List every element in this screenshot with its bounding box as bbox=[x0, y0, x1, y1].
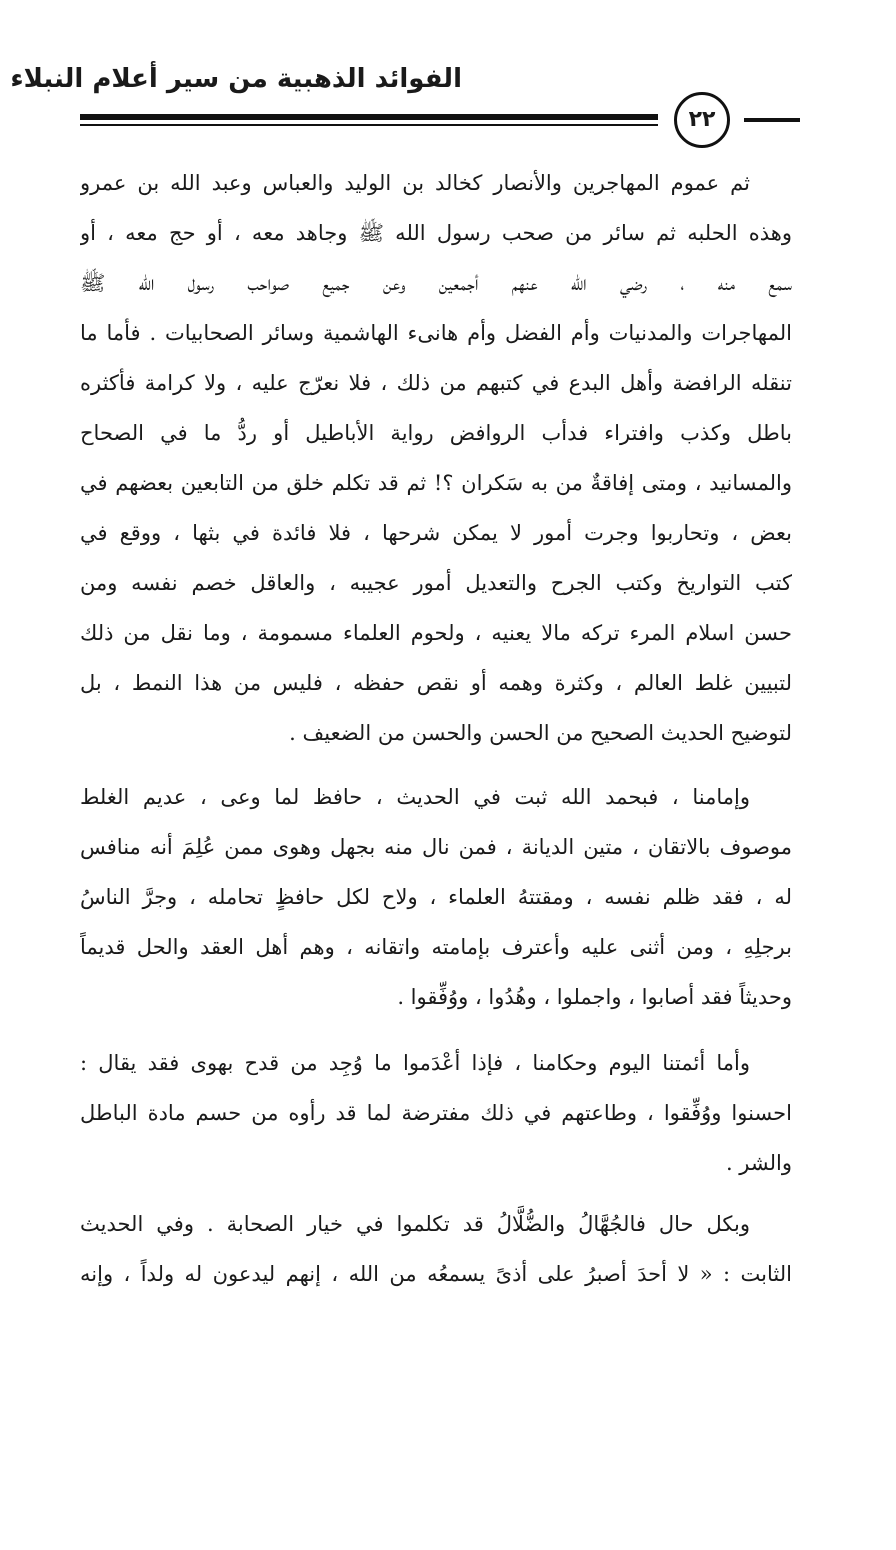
text-line: باطل وكذب وافتراء فدأب الروافض رواية الأباطيل أو ردُّ ما في الصحاح bbox=[80, 421, 792, 445]
text-line: وأما أئمتنا اليوم وحكامنا ، فإذا أعْدَموا ما وُجِد من قدح بهوى فقد يقال : bbox=[80, 1051, 750, 1075]
text-line: وهذه الحلبه ثم سائر من صحب رسول الله ﷺ وجاهد معه ، أو حج معه ، أو bbox=[80, 221, 792, 245]
text-line: وبكل حال فالجُهَّالُ والضُّلَّالُ قد تكلموا في خيار الصحابة . وفي الحديث bbox=[80, 1212, 751, 1236]
text-line: تنقله الرافضة وأهل البدع في كتبهم من ذلك ، فلا نعرّج عليه ، ولا كرامة فأكثره bbox=[80, 371, 792, 395]
paragraph-4 bbox=[80, 1199, 792, 1299]
text-line: لتبيين غلط العالم ، وكثرة وهمه أو نقص حفظه ، فليس من هذا النمط ، بل bbox=[80, 671, 792, 695]
page-number: ٢٢ bbox=[674, 92, 730, 148]
text-line: وحديثاً فقد أصابوا ، واجملوا ، وهُدُوا ، ووُفِّقوا . bbox=[397, 985, 792, 1009]
text-line: له ، فقد ظلم نفسه ، ومقتتهُ العلماء ، ولاح لكل حافظٍ تحامله ، وجرَّ الناسُ bbox=[80, 885, 792, 909]
text-line: وإمامنا ، فبحمد الله ثبت في الحديث ، حافظ لما وعى ، عديم الغلط bbox=[80, 785, 750, 809]
text-line: الثابت : « لا أحدَ أصبرُ على أذىً يسمعُه من الله ، إنهم ليدعون له ولداً ، وإنه bbox=[80, 1262, 792, 1286]
text-line: لتوضيح الحديث الصحيح من الحسن والحسن من الضعيف . bbox=[289, 721, 792, 745]
text-line: سمع منه ، رضي الله عنهم أجمعين وعن جميع صواحب رسول الله ﷺ bbox=[80, 271, 792, 295]
text-line: حسن اسلام المرء تركه مالا يعنيه ، ولحوم العلماء مسمومة ، وما نقل من ذلك bbox=[80, 621, 792, 645]
text-line: برجلِهِ ، ومن أثنى عليه وأعترف بإمامته واتقانه ، وهم أهل العقد والحل قديماً bbox=[80, 935, 792, 959]
page-header bbox=[10, 62, 800, 152]
text-line: والمسانيد ، ومتى إفاقةٌ من به سَكران ؟! ثم قد تكلم خلق من التابعين بعضهم في bbox=[80, 471, 792, 495]
text-line: موصوف بالاتقان ، متين الديانة ، فمن نال منه بجهل وهوى ممن عُلِمَ أنه منافس bbox=[80, 835, 792, 859]
header-rule-right bbox=[744, 118, 800, 122]
paragraph-3 bbox=[80, 1038, 792, 1188]
book-title: الفوائد الذهبية من سير أعلام النبلاء bbox=[10, 64, 462, 94]
text-line: ثم عموم المهاجرين والأنصار كخالد بن الوليد والعباس وعبد الله بن عمرو bbox=[80, 171, 750, 195]
paragraph-1 bbox=[80, 158, 792, 758]
header-rule-thin bbox=[80, 124, 658, 126]
text-line: احسنوا ووُفِّقوا ، وطاعتهم في ذلك مفترضة لما قد رأوه من حسم مادة الباطل bbox=[80, 1101, 792, 1125]
paragraph-2 bbox=[80, 772, 792, 1022]
text-line: والشر . bbox=[725, 1151, 792, 1175]
text-line: بعض ، وتحاربوا وجرت أمور لا يمكن شرحها ، فلا فائدة في بثها ، ووقع في bbox=[80, 521, 792, 545]
text-line: المهاجرات والمدنيات وأم الفضل وأم هانىء الهاشمية وسائر الصحابيات . فأما ما bbox=[80, 321, 792, 345]
header-rule-thick bbox=[80, 114, 658, 120]
text-line: كتب التواريخ وكتب الجرح والتعديل أمور عجيبه ، والعاقل خصم نفسه ومن bbox=[80, 571, 792, 595]
